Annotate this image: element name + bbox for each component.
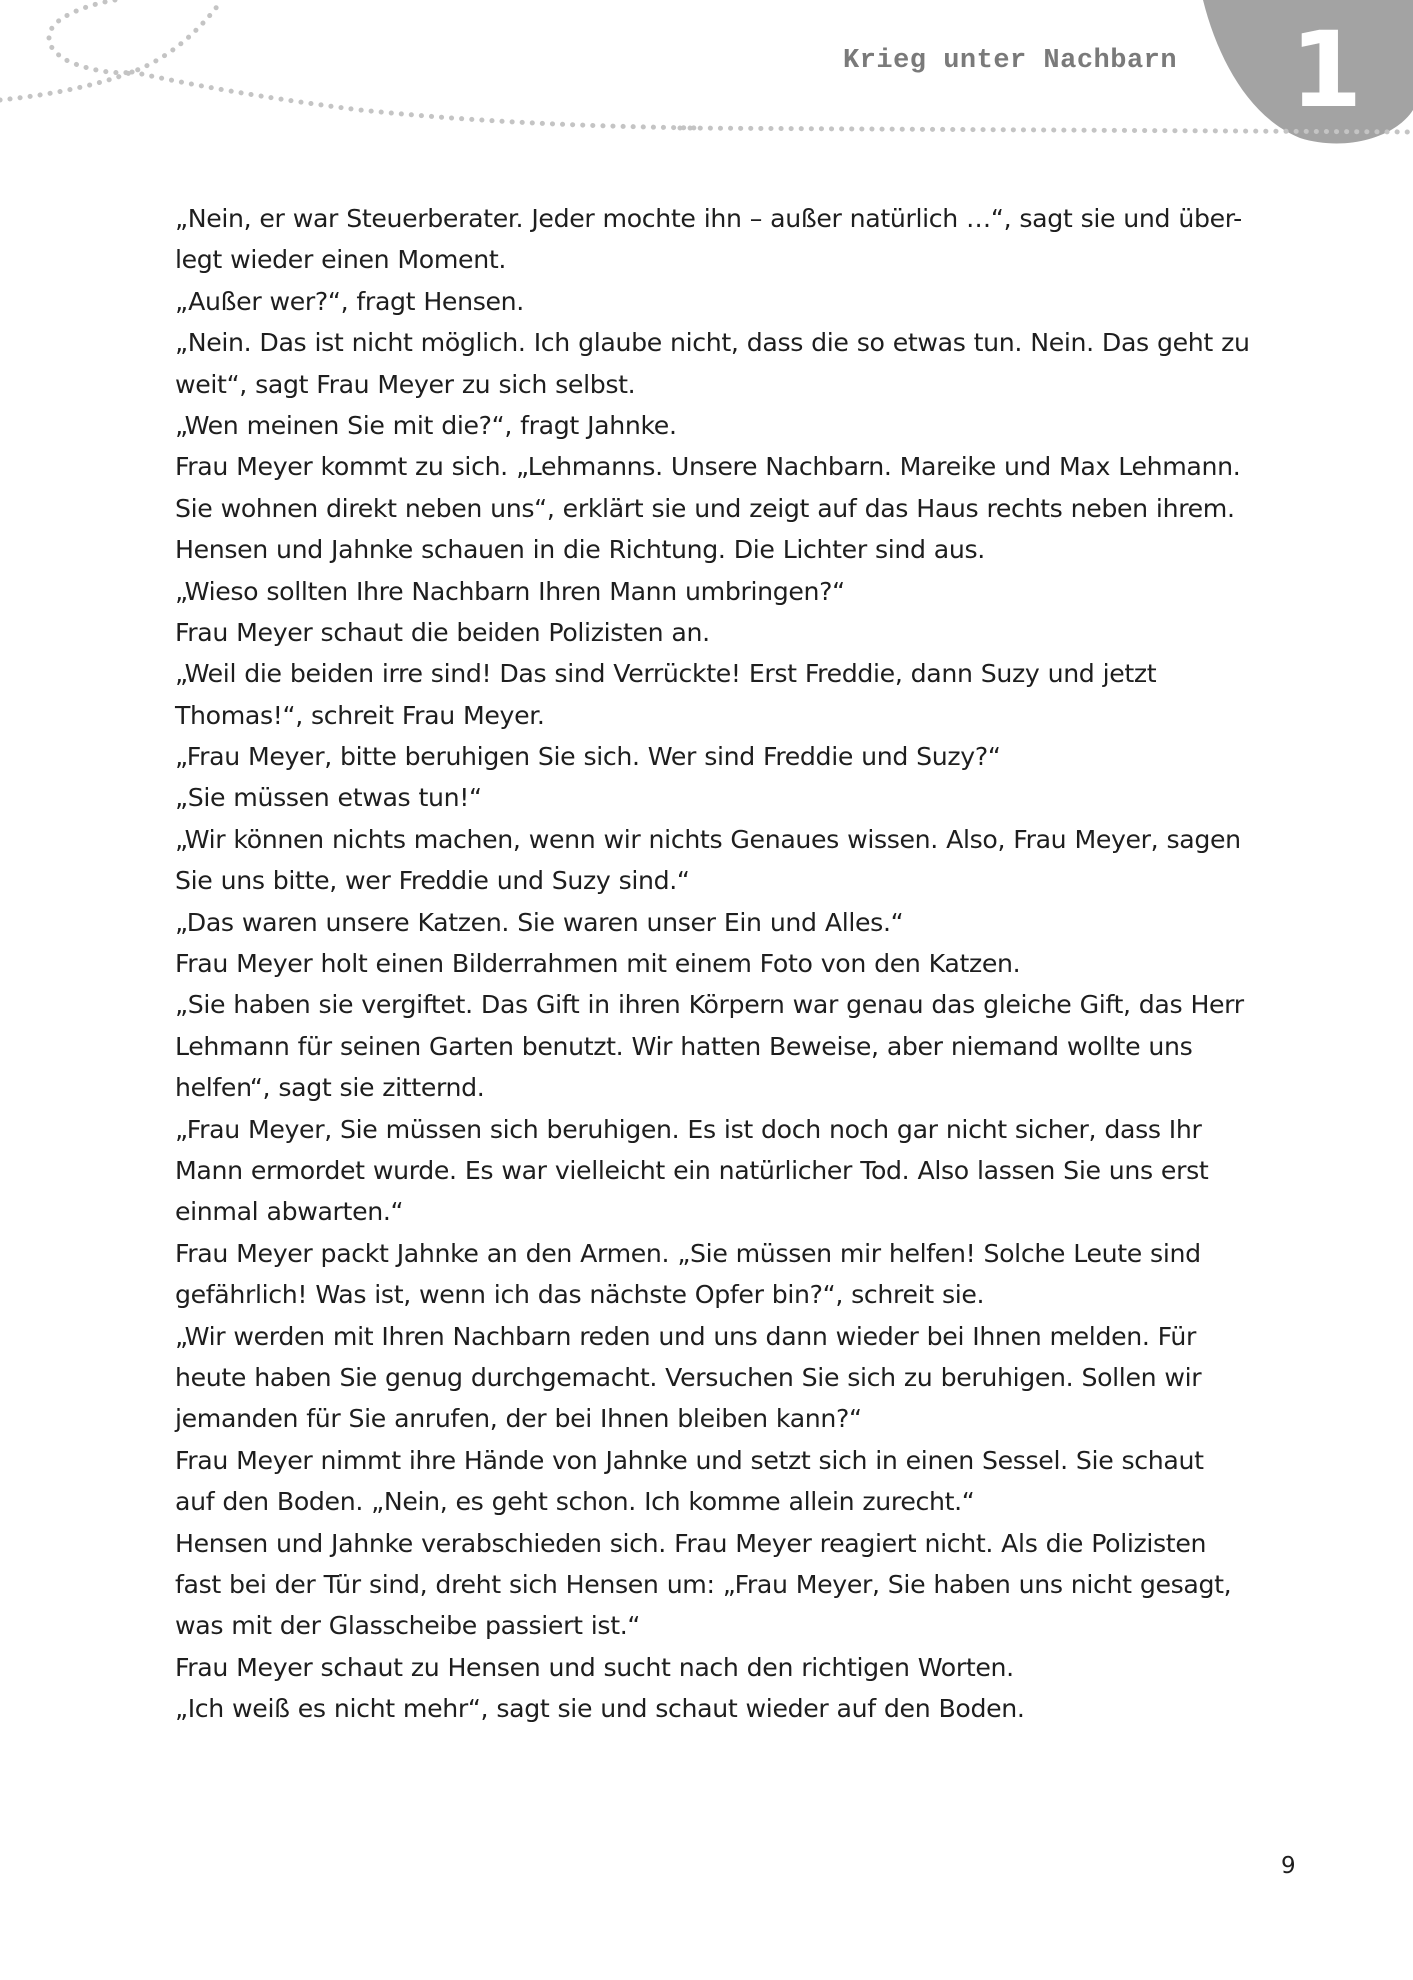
text-line: Sie uns bitte, wer Freddie und Suzy sind.“: [175, 866, 690, 896]
text-line: Hensen und Jahnke verabschieden sich. Frau Meyer reagiert nicht. Als die Polizisten: [175, 1528, 1207, 1558]
text-line: helfen“, sagt sie zitternd.: [175, 1073, 485, 1103]
text-line: „Weil die beiden irre sind! Das sind Verrückte! Erst Freddie, dann Suzy und jetzt: [175, 659, 1157, 689]
text-line: jemanden für Sie anrufen, der bei Ihnen bleiben kann?“: [175, 1404, 862, 1434]
text-line: „Das waren unsere Katzen. Sie waren unser Ein und Alles.“: [175, 907, 904, 937]
text-line: auf den Boden. „Nein, es geht schon. Ich komme allein zurecht.“: [175, 1487, 975, 1517]
text-line: „Frau Meyer, bitte beruhigen Sie sich. Wer sind Freddie und Suzy?“: [175, 742, 1001, 772]
text-line: weit“, sagt Frau Meyer zu sich selbst.: [175, 369, 636, 399]
text-line: einmal abwarten.“: [175, 1197, 404, 1227]
text-line: fast bei der Tür sind, dreht sich Hensen um: „Frau Meyer, Sie haben uns nicht gesagt,: [175, 1569, 1232, 1599]
text-line: „Wir können nichts machen, wenn wir nichts Genaues wissen. Also, Frau Meyer, sagen: [175, 824, 1241, 854]
text-line: Frau Meyer schaut zu Hensen und sucht nach den richtigen Worten.: [175, 1652, 1014, 1682]
text-line: Frau Meyer nimmt ihre Hände von Jahnke und setzt sich in einen Sessel. Sie schaut: [175, 1445, 1204, 1475]
text-line: „Nein, er war Steuerberater. Jeder mochte ihn – außer natürlich …“, sagt sie und über-: [175, 204, 1242, 233]
text-line: Sie wohnen direkt neben uns“, erklärt sie und zeigt auf das Haus rechts neben ihrem.: [175, 493, 1235, 523]
text-line: Frau Meyer holt einen Bilderrahmen mit einem Foto von den Katzen.: [175, 949, 1021, 979]
text-line: Thomas!“, schreit Frau Meyer.: [175, 700, 545, 730]
text-line: Frau Meyer kommt zu sich. „Lehmanns. Unsere Nachbarn. Mareike und Max Lehmann.: [175, 452, 1241, 482]
text-line: „Wieso sollten Ihre Nachbarn Ihren Mann umbringen?“: [175, 576, 845, 606]
text-line: was mit der Glasscheibe passiert ist.“: [175, 1611, 641, 1641]
text-line: Hensen und Jahnke schauen in die Richtung. Die Lichter sind aus.: [175, 535, 985, 565]
text-line: Frau Meyer schaut die beiden Polizisten an.: [175, 617, 710, 647]
text-line: Mann ermordet wurde. Es war vielleicht ein natürlicher Tod. Also lassen Sie uns erst: [175, 1155, 1209, 1185]
text-line: „Wir werden mit Ihren Nachbarn reden und uns dann wieder bei Ihnen melden. Für: [175, 1321, 1197, 1351]
chapter-number: 1: [1290, 9, 1363, 131]
text-line: heute haben Sie genug durchgemacht. Versuchen Sie sich zu beruhigen. Sollen wir: [175, 1362, 1202, 1392]
text-line: „Sie haben sie vergiftet. Das Gift in ihren Körpern war genau das gleiche Gift, das Herr: [175, 990, 1244, 1020]
text-line: Frau Meyer packt Jahnke an den Armen. „Sie müssen mir helfen! Solche Leute sind: [175, 1238, 1201, 1268]
text-line: „Ich weiß es nicht mehr“, sagt sie und schaut wieder auf den Boden.: [175, 1694, 1025, 1724]
text-line: „Sie müssen etwas tun!“: [175, 783, 482, 813]
page-number: 9: [1281, 1853, 1296, 1879]
text-line: „Wen meinen Sie mit die?“, fragt Jahnke.: [175, 410, 677, 440]
dotted-swirl-decoration: [0, 0, 1413, 160]
text-line: „Frau Meyer, Sie müssen sich beruhigen. Es ist doch noch gar nicht sicher, dass Ihr: [175, 1114, 1202, 1144]
text-line: Lehmann für seinen Garten benutzt. Wir hatten Beweise, aber niemand wollte uns: [175, 1031, 1193, 1061]
story-text: [175, 198, 1305, 1729]
text-line: „Nein. Das ist nicht möglich. Ich glaube nicht, dass die so etwas tun. Nein. Das geht zu: [175, 328, 1250, 358]
text-line: legt wieder einen Moment.: [175, 245, 506, 275]
text-line: „Außer wer?“, fragt Hensen.: [175, 286, 524, 316]
text-line: gefährlich! Was ist, wenn ich das nächste Opfer bin?“, schreit sie.: [175, 1280, 985, 1310]
chapter-title: Krieg unter Nachbarn: [843, 46, 1178, 76]
